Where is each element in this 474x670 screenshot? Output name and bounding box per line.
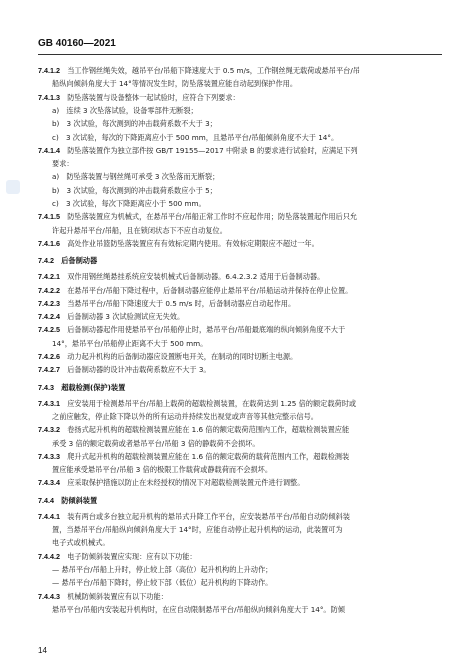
clause-text: 爬升式起升机构的超载检测装置应能在 1.6 倍的额定载荷的载荷范围内工作，超载检测装 [67,451,350,461]
clause-text: 电子防倾斜装置应实现：应有以下功能： [67,551,197,561]
clause-number: 7.4.3.4 [38,478,60,488]
clause-text: 电子式或机械式。 [52,538,110,548]
clause-number: 7.4.1.2 [38,66,60,75]
clause-number: 7.4.2.2 [38,285,60,295]
clause-text: 之前应触发，停止除下降以外的所有运动并持续发出视觉或声音等其他完整示信号。 [52,411,318,421]
clause-text: c) 3 次试验，每次下降距离应小于 500 mm。 [52,199,206,208]
clause-number: 7.4.4 [38,495,54,505]
section-heading [38,496,442,506]
paragraph-line [38,212,442,222]
header-rule [38,54,442,55]
paragraph-line [38,412,456,422]
paragraph-line [38,339,456,349]
paragraph-line [38,452,442,462]
clause-number: 7.4.1.3 [38,92,60,102]
clause-text: 船纵向倾斜角度大于 14°等情况发生时，防坠落装置应能自动起到保护作用。 [52,79,298,89]
paragraph-line [38,172,456,182]
clause-number: 7.4.2 [38,256,54,266]
clause-text: 高处作业吊篮防坠落装置应有有效标定期内使用。有效标定期限应不超过一年。 [67,238,319,248]
clause-text: 防坠落装置作为独立部件按 GB/T 19155—2017 中附录 B 的要求进行试验时，应满足下列 [67,145,358,155]
section-heading [38,256,442,266]
clause-text: b) 3 次试验，每次测到的冲击载荷系数应小于 5； [52,185,217,195]
clause-number: 7.4.1.4 [38,145,60,155]
clause-text: 置，当悬吊平台/吊船纵向倾斜角度大于 14°时，应能自动停止起升机构的运动，此装置可为 [52,525,343,534]
clause-number: 7.4.2.7 [38,365,60,375]
clause-text: b) 3 次试验，每次测到的冲击载荷系数不大于 3； [52,119,217,129]
paragraph-line [38,199,456,209]
paragraph-line [38,425,442,435]
paragraph-line [38,133,456,143]
clause-number: 7.4.4.2 [38,551,60,561]
paragraph-line [38,159,456,169]
clause-text: 当工作钢丝绳失效，越吊平台/吊船下降速度大于 0.5 m/s，工作钢丝绳无载荷或悬吊平台/吊 [67,66,360,75]
clause-text: 应采取保护措施以防止在未经授权的情况下对超载检测装置元件进行调整。 [67,478,305,488]
clause-number: 7.4.1.5 [38,212,60,222]
section-title: 防倾斜装置 [61,495,98,505]
paragraph-line [38,299,442,309]
clause-text: 当悬吊平台/吊船下降速度大于 0.5 m/s 时，后备制动器应自动起作用。 [67,298,296,308]
paragraph-line [38,79,456,89]
paragraph-line [38,106,456,116]
clause-text: 卷扬式起升机构的超载检测装置应能在 1.6 倍的额定载荷范围内工作，超载检测装置应能 [67,425,350,435]
clause-text: 置应能承受悬吊平台/吊船 3 倍的极限工作载荷或静载荷而不会损坏。 [52,465,273,475]
page-number: 14 [38,646,47,655]
clause-text: c) 3 次试验，每次的下降距离应小于 500 mm，且悬吊平台/吊船倾斜角度不大于 14°。 [52,132,339,142]
paragraph-line [38,66,442,76]
paragraph-line [38,286,442,296]
clause-text: 动力起升机构的后备制动器应设置断电开关，在制动的同时切断主电源。 [67,352,298,361]
paragraph-line [38,365,442,375]
clause-number: 7.4.2.3 [38,298,60,308]
clause-number: 7.4.2.5 [38,325,60,335]
clause-text: 防坠落装置与设备整体一起试验时，应符合下列要求： [67,92,240,102]
clause-text: 在悬吊平台/吊船下降过程中，后备制动器应能停止悬吊平台/吊船运动并保持在停止位置。 [67,285,353,295]
clause-text: a) 防坠落装置与钢丝绳可承受 3 次坠落而无断裂； [52,172,220,182]
clause-text: 应安装用于检测悬吊平台/吊船上载荷的超载检测装置，在载荷达到 1.25 倍的额定载荷时或 [67,398,357,408]
clause-number: 7.4.3.2 [38,425,60,435]
paragraph-line [38,465,456,475]
paragraph-line [38,552,442,562]
clause-number: 7.4.3.3 [38,451,60,461]
paragraph-line [38,239,442,249]
paragraph-line [38,325,442,335]
clause-text: 装有两台或多台独立起升机构的悬吊式升降工作平台，应安装悬吊平台/吊船自动防倾斜装 [67,511,350,521]
clause-number: 7.4.3.1 [38,398,60,408]
clause-text: — 悬吊平台/吊船上升时，停止较上部（高位）起升机构的上升动作； [52,564,273,574]
paragraph-line [38,146,442,156]
section-title: 后备制动器 [61,256,98,266]
clause-text: 双作用钢丝绳悬挂系统应安装机械式后备制动器。6.4.2.3.2 适用于后备制动器。 [67,272,325,282]
clause-text: — 悬吊平台/吊船下降时，停止较下部（低位）起升机构的下降动作。 [52,578,273,588]
section-heading [38,383,442,393]
clause-number: 7.4.2.1 [38,272,60,282]
clause-text: 14°，悬吊平台/吊船停止距离不大于 500 mm。 [52,338,208,348]
clause-text: 悬吊平台/吊船内安装起升机构时，在应自动限制悬吊平台/吊船纵向倾斜角度大于 14°。防倾 [52,604,345,614]
clause-text: 机械防倾斜装置应有以下功能： [67,591,168,601]
paragraph-line [38,538,456,548]
paragraph-line [38,226,456,236]
paragraph-line [38,352,442,362]
clause-text: 许起升悬吊平台/吊船，且在锁闭状态下不应自动复位。 [52,225,227,235]
clause-number: 7.4.3 [38,382,54,392]
clause-text: 后备制动器的设计冲击载荷系数应不大于 3。 [67,365,211,375]
paragraph-line [38,439,456,449]
paragraph-line [38,312,442,322]
clause-number: 7.4.2.6 [38,352,60,361]
section-title: 超载检测(保护)装置 [61,382,126,392]
paragraph-line [38,399,442,409]
paragraph-line [38,565,456,575]
paragraph-line [38,512,442,522]
clause-text: 后备制动器 3 次试验测试应无失效。 [67,312,185,322]
paragraph-line [38,525,456,535]
clause-text: 承受 3 倍的额定载荷或者悬吊平台/吊船 3 倍的静载荷不会损坏。 [52,438,260,448]
clause-text: 防坠落装置应为机械式，在悬吊平台/吊船正常工作时不应起作用；防坠落装置起作用后只允 [67,212,358,222]
page-side-marker [6,180,20,194]
clause-text: 要求： [52,159,74,169]
paragraph-line [38,578,456,588]
paragraph-line [38,119,456,129]
clause-text: 后备制动器起作用使悬吊平台/吊船停止时，悬吊平台/吊船最底端的纵向倾斜角度不大于 [67,325,346,335]
paragraph-line [38,592,442,602]
standard-code-header: GB 40160—2021 [38,38,116,49]
clause-number: 7.4.2.4 [38,312,60,322]
clause-number: 7.4.1.6 [38,238,60,248]
paragraph-line [38,186,456,196]
clause-number: 7.4.4.1 [38,511,60,521]
paragraph-line [38,478,442,488]
paragraph-line [38,93,442,103]
paragraph-line [38,272,442,282]
paragraph-line [38,605,456,615]
clause-text: a) 连续 3 次坠落试验，设备零部件无断裂； [52,105,198,115]
clause-number: 7.4.4.3 [38,591,60,601]
